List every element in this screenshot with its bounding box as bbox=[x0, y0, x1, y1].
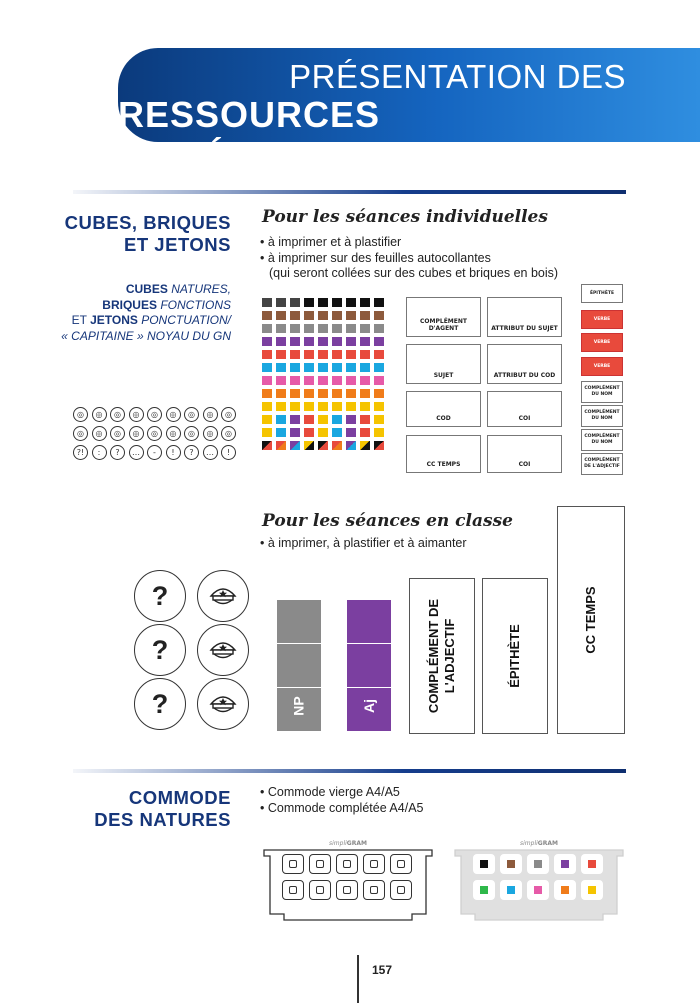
cube-tile bbox=[276, 337, 286, 346]
drawer-color-swatch bbox=[534, 860, 542, 868]
title-line-1: PRÉSENTATION DES bbox=[289, 58, 626, 95]
label-cubes: CUBES bbox=[125, 282, 168, 296]
cube-tile bbox=[346, 298, 356, 307]
captain-hat-token bbox=[197, 624, 249, 676]
token-icon: ◎ bbox=[147, 407, 162, 422]
title-banner bbox=[118, 48, 700, 177]
drawer bbox=[527, 880, 549, 900]
card-coi: COI bbox=[487, 435, 562, 473]
card-sujet: SUJET bbox=[406, 344, 481, 384]
captain-hat-icon bbox=[208, 692, 238, 716]
commode-completee bbox=[453, 842, 625, 922]
brand-script: simpli bbox=[520, 840, 538, 847]
cube-tile bbox=[332, 298, 342, 307]
cube-tile bbox=[374, 298, 384, 307]
cube-tile bbox=[276, 350, 286, 359]
classe-bullets bbox=[260, 536, 467, 552]
individual-bullets bbox=[260, 235, 558, 282]
cube-tile bbox=[346, 389, 356, 398]
small-card-complement-adjectif: COMPLÉMENT DE L'ADJECTIF bbox=[581, 453, 623, 475]
cube-tile bbox=[360, 311, 370, 320]
title-line-2: RESSOURCES NUMÉRIQUES bbox=[118, 94, 381, 177]
cube-tile bbox=[360, 389, 370, 398]
cube-tile bbox=[304, 441, 314, 450]
commode-brand bbox=[453, 840, 625, 847]
cube-tile bbox=[290, 376, 300, 385]
cube-tile bbox=[346, 311, 356, 320]
drawer bbox=[581, 854, 603, 874]
token-icon: ◎ bbox=[184, 407, 199, 422]
small-card-complement-nom: COMPLÉMENT DU NOM bbox=[581, 381, 623, 403]
token-icon: ◎ bbox=[92, 407, 107, 422]
card-attribut-cod: ATTRIBUT DU COD bbox=[487, 344, 562, 384]
cube-tile bbox=[332, 389, 342, 398]
cube-tile bbox=[374, 441, 384, 450]
token-icon: ◎ bbox=[73, 407, 88, 422]
cube-tile bbox=[290, 428, 300, 437]
bullet: • à imprimer et à plastifier bbox=[260, 235, 402, 249]
drawer bbox=[527, 854, 549, 874]
commode-bullets bbox=[260, 785, 424, 816]
cube-tile bbox=[290, 402, 300, 411]
cube-tile bbox=[262, 337, 272, 346]
cube-tile bbox=[332, 376, 342, 385]
heading-individual: Pour les séances individuelles bbox=[262, 207, 548, 227]
cube-tile bbox=[304, 298, 314, 307]
cube-tile bbox=[332, 441, 342, 450]
cube-tile bbox=[276, 415, 286, 424]
cube-tile bbox=[318, 298, 328, 307]
cube-tile bbox=[318, 428, 328, 437]
bullet: • Commode complétée A4/A5 bbox=[260, 800, 424, 815]
token-icon: ! bbox=[166, 445, 181, 460]
token-icon: ◎ bbox=[92, 426, 107, 441]
cube-tile bbox=[374, 337, 384, 346]
drawer-color-swatch bbox=[534, 886, 542, 894]
token-icon: ◎ bbox=[147, 426, 162, 441]
cube-tile bbox=[332, 324, 342, 333]
small-card-verbe: VERBE bbox=[581, 357, 623, 376]
small-card-verbe: VERBE bbox=[581, 333, 623, 352]
cube-tile bbox=[262, 350, 272, 359]
cube-tile bbox=[318, 350, 328, 359]
cube-tile bbox=[360, 376, 370, 385]
cube-tile bbox=[304, 311, 314, 320]
token-icon: ◎ bbox=[221, 426, 236, 441]
token-icon: : bbox=[92, 445, 107, 460]
tall-card-label: ÉPITHÈTE bbox=[507, 624, 522, 688]
cube-tile bbox=[262, 376, 272, 385]
cube-tile bbox=[262, 363, 272, 372]
cube-tile bbox=[304, 350, 314, 359]
cube-tile bbox=[374, 376, 384, 385]
token-icon: ! bbox=[221, 445, 236, 460]
token-icon: ◎ bbox=[110, 407, 125, 422]
cube-tile bbox=[360, 402, 370, 411]
label-et: ET bbox=[71, 313, 87, 327]
drawer-color-swatch bbox=[507, 860, 515, 868]
captain-hat-token bbox=[197, 570, 249, 622]
bullet: • à imprimer, à plastifier et à aimanter bbox=[260, 536, 467, 550]
cube-tile bbox=[276, 363, 286, 372]
tall-card-label: COMPLÉMENT DE L'ADJECTIF bbox=[426, 598, 457, 714]
tall-card-complement-adjectif bbox=[409, 578, 475, 734]
cube-tile bbox=[346, 441, 356, 450]
captain-hat-icon bbox=[208, 584, 238, 608]
cube-tile bbox=[374, 311, 384, 320]
question-token bbox=[134, 570, 186, 622]
drawer-color-swatch bbox=[561, 860, 569, 868]
cube-tile bbox=[318, 324, 328, 333]
token-icons bbox=[73, 407, 236, 464]
drawer-grid-colored bbox=[473, 854, 605, 906]
brand-bold: GRAM bbox=[537, 840, 558, 847]
token-icon: ◎ bbox=[110, 426, 125, 441]
section-title-line: CUBES, BRIQUES bbox=[64, 212, 231, 233]
cube-tile bbox=[290, 350, 300, 359]
cube-tile bbox=[332, 415, 342, 424]
section-divider bbox=[73, 190, 626, 194]
cube-tile bbox=[262, 402, 272, 411]
section-title-line: COMMODE bbox=[128, 787, 231, 808]
cube-tile bbox=[346, 376, 356, 385]
token-icon: ? bbox=[110, 445, 125, 460]
cube-tile bbox=[290, 324, 300, 333]
cube-tile bbox=[318, 376, 328, 385]
card-attribut-sujet: ATTRIBUT DU SUJET bbox=[487, 297, 562, 337]
cube-tile bbox=[318, 363, 328, 372]
bullet: • Commode vierge A4/A5 bbox=[260, 785, 400, 799]
cube-tile bbox=[332, 402, 342, 411]
drawer bbox=[500, 854, 522, 874]
cube-tile bbox=[346, 350, 356, 359]
drawer bbox=[473, 854, 495, 874]
token-icon: ◎ bbox=[203, 426, 218, 441]
token-icon: ◎ bbox=[129, 426, 144, 441]
page-number: 157 bbox=[372, 963, 393, 977]
brand-bold: GRAM bbox=[346, 840, 367, 847]
drawer-color-swatch bbox=[588, 886, 596, 894]
brick-np bbox=[277, 600, 321, 732]
bullet: (qui seront collées sur des cubes et briques en bois) bbox=[269, 266, 559, 280]
cube-tile bbox=[346, 337, 356, 346]
cube-tile bbox=[346, 415, 356, 424]
cube-tile bbox=[304, 363, 314, 372]
cube-tile bbox=[304, 389, 314, 398]
drawer bbox=[554, 880, 576, 900]
cube-tile bbox=[276, 311, 286, 320]
label-fonctions: FONCTIONS bbox=[160, 297, 231, 312]
tall-card-epithete bbox=[482, 578, 548, 734]
question-mark: ? bbox=[151, 634, 169, 665]
token-icon: ◎ bbox=[221, 407, 236, 422]
token-icon: ? bbox=[184, 445, 199, 460]
label-briques: BRIQUES bbox=[102, 297, 157, 312]
cube-tile bbox=[262, 324, 272, 333]
cube-tile bbox=[318, 389, 328, 398]
cube-tile bbox=[318, 441, 328, 450]
captain-hat-icon bbox=[208, 638, 238, 662]
bullet: • à imprimer sur des feuilles autocollantes bbox=[260, 250, 491, 265]
cube-tile bbox=[332, 311, 342, 320]
captain-hat-token bbox=[197, 678, 249, 730]
token-icon: - bbox=[147, 445, 162, 460]
token-icon: ◎ bbox=[166, 407, 181, 422]
cube-tile bbox=[276, 441, 286, 450]
cube-tile bbox=[276, 389, 286, 398]
drawer bbox=[473, 880, 495, 900]
drawer-grid bbox=[282, 854, 414, 906]
cube-tile bbox=[318, 311, 328, 320]
cube-tile-grid bbox=[262, 298, 384, 454]
token-icon: ◎ bbox=[203, 407, 218, 422]
cube-tile bbox=[276, 402, 286, 411]
token-icon: … bbox=[203, 445, 218, 460]
cube-tile bbox=[360, 350, 370, 359]
cube-tile bbox=[318, 402, 328, 411]
cube-tile bbox=[360, 324, 370, 333]
cube-tile bbox=[374, 428, 384, 437]
cube-tile bbox=[374, 415, 384, 424]
cube-tile bbox=[360, 337, 370, 346]
cube-tile bbox=[318, 337, 328, 346]
cube-tile bbox=[262, 298, 272, 307]
cube-tile bbox=[290, 298, 300, 307]
drawer-color-swatch bbox=[561, 886, 569, 894]
question-mark: ? bbox=[151, 688, 169, 719]
small-card-complement-nom: COMPLÉMENT DU NOM bbox=[581, 405, 623, 427]
cube-tile bbox=[276, 298, 286, 307]
token-icon: ◎ bbox=[73, 426, 88, 441]
cube-tile bbox=[290, 311, 300, 320]
cube-tile bbox=[360, 298, 370, 307]
cube-tile bbox=[290, 415, 300, 424]
small-card-verbe: VERBE bbox=[581, 310, 623, 329]
card-complement-agent: COMPLÉMENT D'AGENT bbox=[406, 297, 481, 337]
cube-tile bbox=[276, 376, 286, 385]
small-card-complement-nom: COMPLÉMENT DU NOM bbox=[581, 429, 623, 451]
section-title-cubes bbox=[65, 212, 231, 256]
cube-tile bbox=[304, 324, 314, 333]
cube-tile bbox=[262, 389, 272, 398]
heading-classe: Pour les séances en classe bbox=[262, 511, 513, 531]
label-natures: NATURES, bbox=[171, 282, 231, 296]
cube-tile bbox=[360, 428, 370, 437]
cube-tile bbox=[262, 415, 272, 424]
cube-tile bbox=[332, 363, 342, 372]
cube-tile bbox=[276, 324, 286, 333]
section-divider bbox=[73, 769, 626, 773]
cube-tile bbox=[374, 324, 384, 333]
card-cod: COD bbox=[406, 391, 481, 427]
cube-tile bbox=[332, 337, 342, 346]
brick-aj-label: Aj bbox=[361, 699, 377, 713]
cube-tile bbox=[304, 337, 314, 346]
cube-tile bbox=[374, 402, 384, 411]
cube-tile bbox=[374, 350, 384, 359]
cube-tile bbox=[304, 428, 314, 437]
drawer-color-swatch bbox=[507, 886, 515, 894]
drawer bbox=[581, 880, 603, 900]
cube-tile bbox=[360, 415, 370, 424]
cube-tile bbox=[290, 363, 300, 372]
cube-tile bbox=[332, 428, 342, 437]
section-title-commode bbox=[94, 787, 231, 831]
brand-script: simpli bbox=[329, 840, 347, 847]
section-title-line: DES NATURES bbox=[94, 809, 231, 830]
cube-tile bbox=[332, 350, 342, 359]
card-cc-temps: CC TEMPS bbox=[406, 435, 481, 473]
section-title-line: ET JETONS bbox=[124, 234, 231, 255]
cube-tile bbox=[318, 415, 328, 424]
card-coi: COI bbox=[487, 391, 562, 427]
brick-np-label: NP bbox=[290, 696, 307, 716]
cube-tile bbox=[304, 402, 314, 411]
cube-tile bbox=[360, 441, 370, 450]
drawer bbox=[554, 854, 576, 874]
cube-tile bbox=[346, 402, 356, 411]
token-icon: … bbox=[129, 445, 144, 460]
token-icon: ◎ bbox=[184, 426, 199, 441]
label-capitaine: « CAPITAINE » NOYAU DU GN bbox=[61, 328, 231, 343]
cube-tile bbox=[276, 428, 286, 437]
token-icon: ◎ bbox=[166, 426, 181, 441]
cube-tile bbox=[304, 376, 314, 385]
commode-brand bbox=[262, 840, 434, 847]
question-token bbox=[134, 624, 186, 676]
drawer bbox=[500, 880, 522, 900]
cube-tile bbox=[262, 428, 272, 437]
commode-vierge bbox=[262, 842, 434, 922]
cube-tile bbox=[290, 337, 300, 346]
cube-tile bbox=[374, 389, 384, 398]
tall-card-cc-temps bbox=[557, 506, 625, 734]
cube-tile bbox=[346, 363, 356, 372]
cube-tile bbox=[290, 441, 300, 450]
question-token bbox=[134, 678, 186, 730]
drawer-color-swatch bbox=[480, 886, 488, 894]
token-icon: ?! bbox=[73, 445, 88, 460]
label-ponctuation: PONCTUATION/ bbox=[141, 313, 231, 327]
drawer-color-swatch bbox=[480, 860, 488, 868]
cube-tile bbox=[346, 428, 356, 437]
question-mark: ? bbox=[151, 580, 169, 611]
token-icon: ◎ bbox=[129, 407, 144, 422]
label-jetons: JETONS bbox=[90, 313, 138, 327]
cube-tile bbox=[374, 363, 384, 372]
drawer-color-swatch bbox=[588, 860, 596, 868]
cube-tile bbox=[360, 363, 370, 372]
cube-tile bbox=[262, 311, 272, 320]
cube-tile bbox=[346, 324, 356, 333]
cube-tile bbox=[290, 389, 300, 398]
tall-card-label: CC TEMPS bbox=[583, 586, 598, 654]
cube-tile bbox=[262, 441, 272, 450]
page-divider bbox=[357, 955, 359, 1003]
small-card-epithete: ÉPITHÈTE bbox=[581, 284, 623, 303]
cube-tile bbox=[304, 415, 314, 424]
brick-aj bbox=[347, 600, 391, 732]
section-subtitle bbox=[61, 282, 231, 344]
